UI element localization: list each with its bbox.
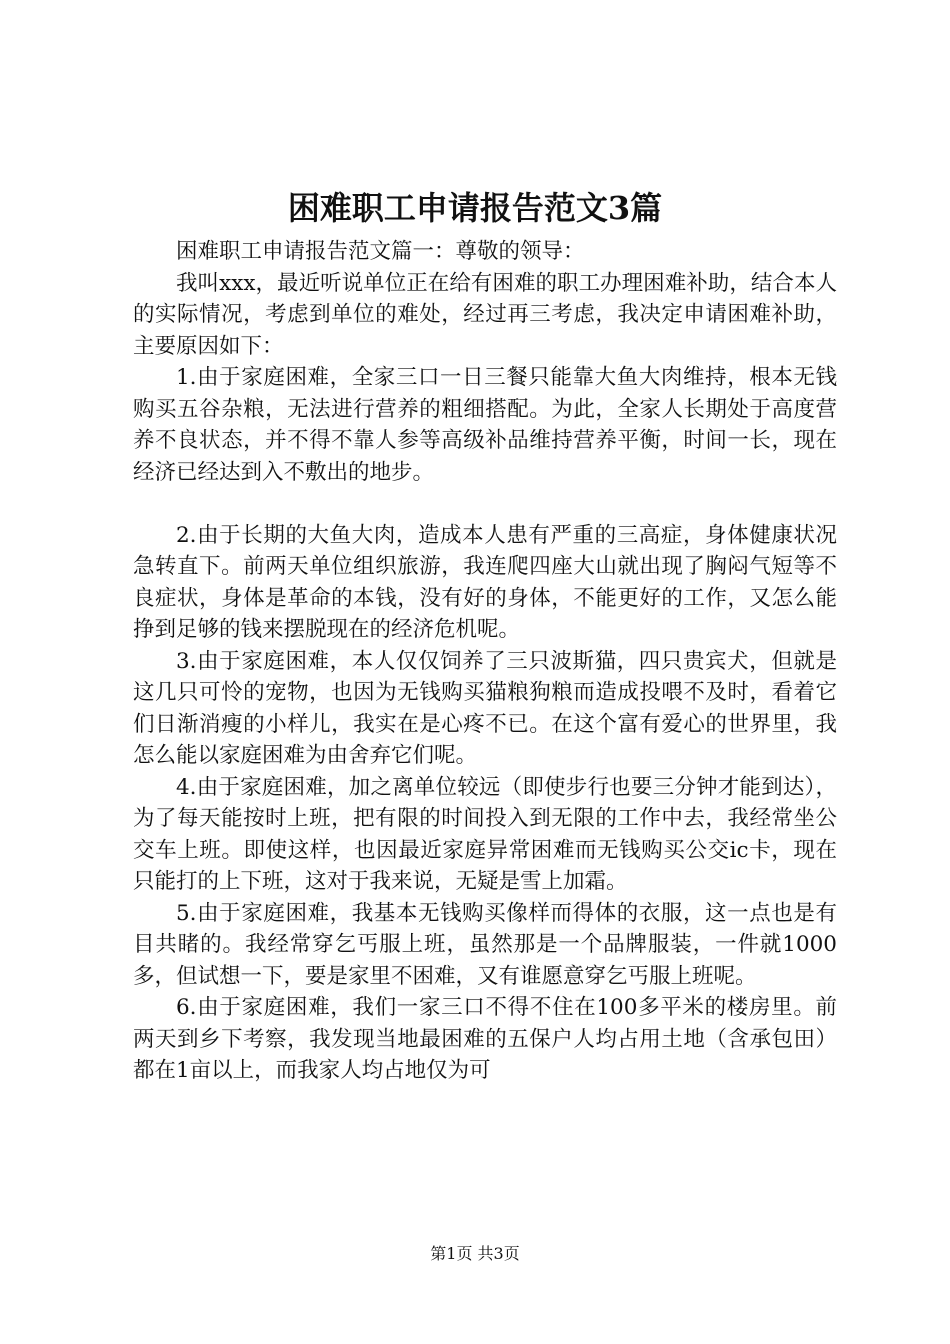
document-body [133,236,837,1087]
paragraph-reason-1: 1.由于家庭困难，全家三口一日三餐只能靠大鱼大肉维持，根本无钱购买五谷杂粮，无法进行营养的粗细搭配。为此，全家人长期处于高度营养不良状态，并不得不靠人参等高级补品维持营养平衡，时间一长，现在经济已经达到入不敷出的地步。 [133,365,837,485]
paragraph-reason-3: 3.由于家庭困难，本人仅仅饲养了三只波斯猫，四只贵宾犬，但就是这几只可怜的宠物，也因为无钱购买猫粮狗粮而造成投喂不及时，看着它们日渐消瘦的小样儿，我实在是心疼不已。在这个富有爱心的世界里，我怎么能以家庭困难为由舍弃它们呢。 [133,648,837,768]
paragraph-reason-6: 6.由于家庭困难，我们一家三口不得不住在100多平米的楼房里。前两天到乡下考察，我发现当地最困难的五保户人均占用土地（含承包田）都在1亩以上，而我家人均占地仅为可 [133,995,837,1083]
paragraph-reason-4: 4.由于家庭困难，加之离单位较远（即使步行也要三分钟才能到达），为了每天能按时上班，把有限的时间投入到无限的工作中去，我经常坐公交车上班。即使这样，也因最近家庭异常困难而无钱购买公交ic卡，现在只能打的上下班，这对于我来说，无疑是雪上加霜。 [133,774,837,894]
page-number-footer: 第1页 共3页 [430,1244,520,1263]
paragraph-intro: 我叫xxx，最近听说单位正在给有困难的职工办理困难补助，结合本人的实际情况，考虑到单位的难处，经过再三考虑，我决定申请困难补助，主要原因如下： [133,270,837,359]
paragraph-reason-5: 5.由于家庭困难，我基本无钱购买像样而得体的衣服，这一点也是有目共睹的。我经常穿乞丐服上班，虽然那是一个品牌服装，一件就1000多，但试想一下，要是家里不困难，又有谁愿意穿乞丐服上班呢。 [133,900,837,989]
paragraph-reason-2: 2.由于长期的大鱼大肉，造成本人患有严重的三高症，身体健康状况急转直下。前两天单位组织旅游，我连爬四座大山就出现了胸闷气短等不良症状，身体是革命的本钱，没有好的身体，不能更好的工作，又怎么能挣到足够的钱来摆脱现在的经济危机呢。 [133,522,837,642]
document-title: 困难职工申请报告范文3篇 [287,189,663,227]
paragraph-salutation: 困难职工申请报告范文篇一：尊敬的领导： [176,239,585,264]
